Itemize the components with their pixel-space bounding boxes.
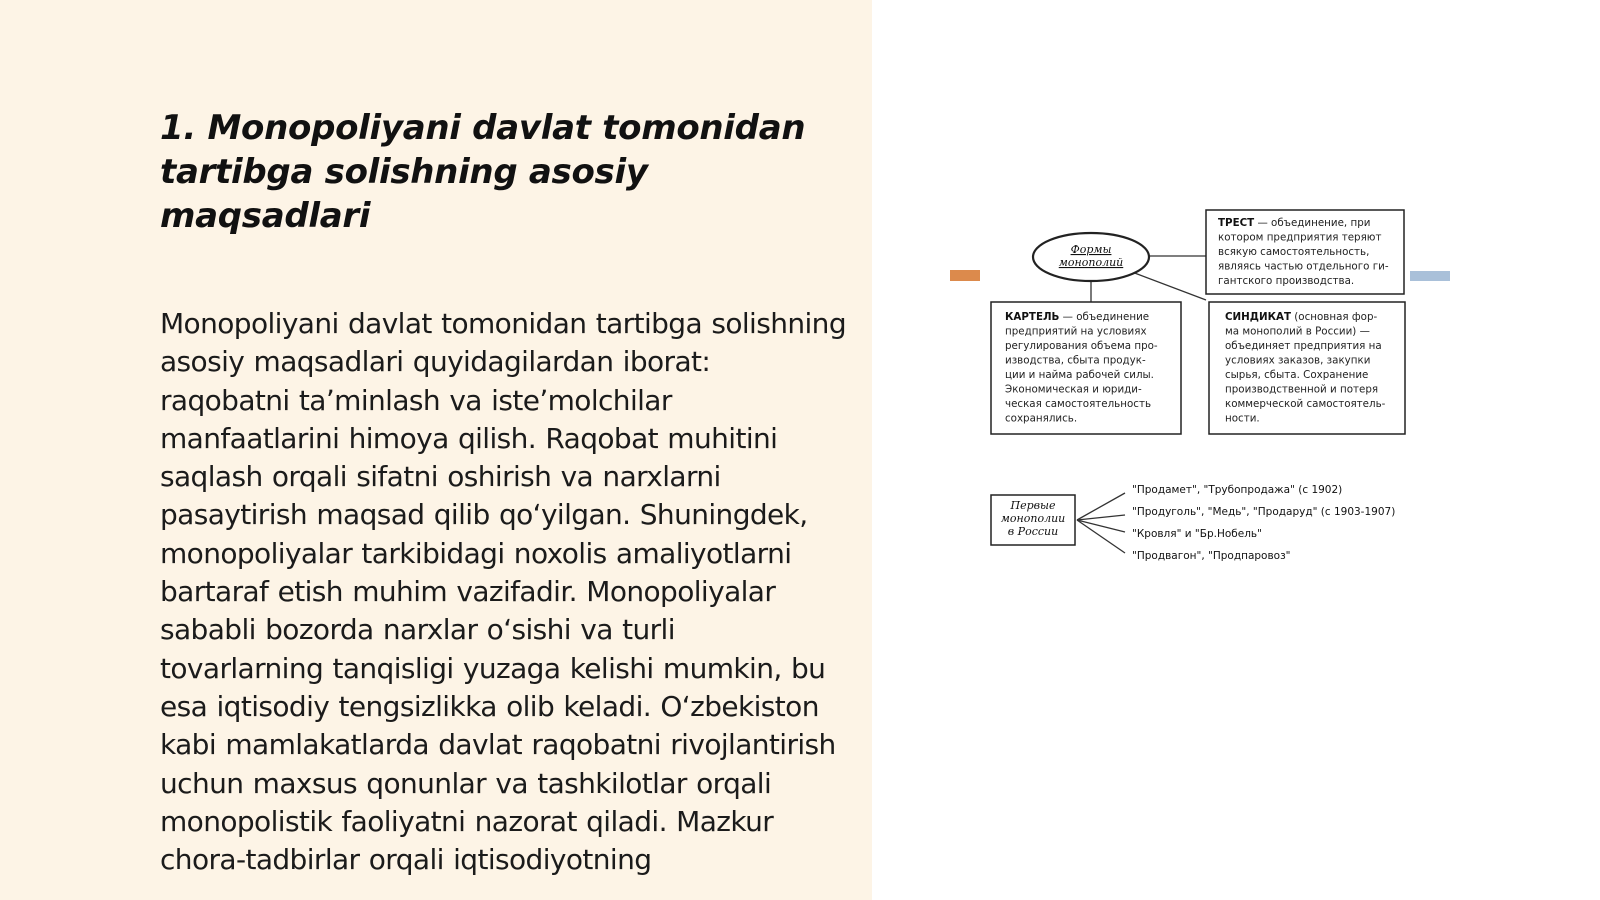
forms-of-monopolies-node (1033, 233, 1149, 281)
cartel-box (991, 302, 1181, 434)
first-monopolies-box (991, 495, 1075, 545)
slide-title: 1. Monopoliyani davlat tomonidan tartibga solishning asosiy maqsadlari (160, 108, 806, 236)
trust-text-line1: ТРЕСТ — объединение, при (1218, 217, 1371, 229)
first-monopolies-item-3: "Кровля" и "Бр.Нобель" (1132, 528, 1262, 540)
trust-text-line3: всякую самостоятельность, (1218, 246, 1370, 258)
syndicate-text-line7: коммерческой самостоятель- (1225, 398, 1386, 410)
first-monopolies-item-1: "Продамет", "Трубопродажа" (с 1902) (1132, 484, 1343, 496)
syndicate-text-line3: объединяет предприятия на (1225, 340, 1382, 352)
cartel-text-line3: регулирования объема про- (1005, 340, 1158, 352)
cartel-text-line6: Экономическая и юриди- (1005, 383, 1142, 396)
cartel-text-line7: ческая самостоятельность (1005, 398, 1152, 410)
cartel-text-line2: предприятий на условиях (1005, 325, 1147, 338)
forms-label-line2: монополий (1058, 256, 1124, 269)
slide-body-text: Monopoliyani davlat tomonidan tartibga solishning asosiy maqsadlari quyidagilardan iborat: raqobatni taʼminlash va isteʼmolchilar manfaatlarini himoya qilish. Raqobat muhitini saqlash orqali sifatni oshirish va narxlarni pasaytirish maqsad qilib qoʻyilgan. Shuningdek, monopoliyalar tarkibidagi noxolis amaliyotlarni bartaraf etish muhim vazifadir. Monopoliyalar sababli bozorda narxlar oʻsishi va turli tovarlarning tanqisligi yuzaga kelishi mumkin, bu esa iqtisodiy tengsizlikka olib keladi. Oʻzbekiston kabi mamlakatlarda davlat raqobatni rivojlantirish uchun maxsus qonunlar va tashkilotlar orqali monopolistik faoliyatni nazorat qiladi. Mazkur chora-tadbirlar orqali iqtisodiyotning (160, 307, 846, 877)
first-monopolies-label-line1: Первые (1010, 499, 1056, 512)
first-monopolies-branches (1077, 493, 1125, 553)
syndicate-text-line1: СИНДИКАТ (основная фор- (1225, 311, 1378, 323)
trust-text-line2: котором предприятия теряют (1218, 231, 1382, 244)
cartel-text-line1: КАРТЕЛЬ — объединение (1005, 311, 1150, 323)
syndicate-text-line8: ности. (1225, 412, 1260, 425)
trust-text-line4: являясь частью отдельного ги- (1218, 260, 1389, 273)
syndicate-text-line2: ма монополий в России) — (1225, 325, 1370, 338)
syndicate-box (1209, 302, 1405, 434)
syndicate-text-line5: сырья, сбыта. Сохранение (1225, 369, 1369, 381)
first-monopolies-item-4: "Продвагон", "Продпаровоз" (1132, 550, 1291, 562)
trust-box (1206, 210, 1404, 294)
first-monopolies-item-2: "Продуголь", "Медь", "Продаруд" (с 1903-1907) (1132, 506, 1396, 518)
cartel-text-line8: сохранялись. (1005, 412, 1078, 425)
first-monopolies-label-line2: монополии (1000, 512, 1066, 525)
trust-text-line5: гантского производства. (1218, 275, 1355, 287)
cartel-text-line5: ции и найма рабочей силы. (1005, 369, 1154, 381)
first-monopolies-label-line3: в России (1007, 525, 1059, 538)
syndicate-text-line6: производственной и потеря (1225, 383, 1379, 396)
cartel-text-line4: изводства, сбыта продук- (1005, 354, 1146, 367)
syndicate-text-line4: условиях заказов, закупки (1225, 354, 1371, 367)
forms-label-line1: Формы (1070, 243, 1112, 256)
